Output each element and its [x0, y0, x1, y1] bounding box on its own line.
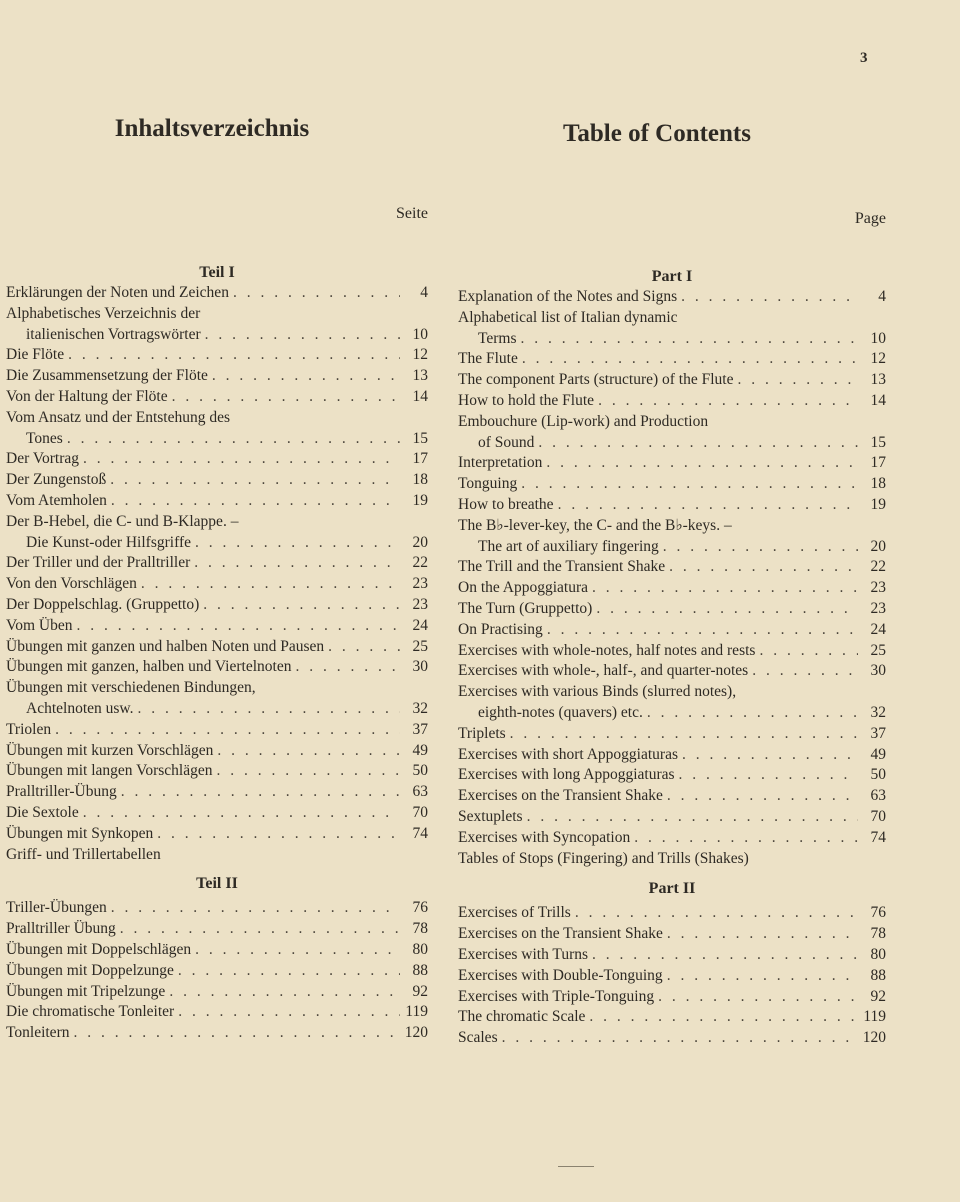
dot-leader: [328, 637, 400, 658]
dot-leader: [667, 786, 858, 807]
toc-entry-title: Der Triller und der Pralltriller: [6, 554, 191, 572]
toc-entry-title: The Trill and the Transient Shake: [458, 558, 666, 576]
toc-entry: [6, 429, 428, 450]
toc-entry: [6, 961, 428, 982]
toc-entry-page: 22: [870, 558, 886, 576]
dot-leader: [521, 329, 858, 350]
toc-entry: [6, 699, 428, 720]
toc-entry-page: 4: [878, 288, 886, 305]
toc-entry-page: 15: [412, 429, 428, 447]
toc-entry: [6, 1002, 428, 1023]
dot-leader: [752, 661, 858, 682]
toc-entry: [458, 308, 886, 329]
german-part2-heading: Teil II: [196, 875, 238, 893]
toc-entry-title: Exercises with whole-, half-, and quarter-notes: [458, 662, 749, 680]
dot-leader: [172, 387, 400, 408]
toc-entry: [6, 616, 428, 637]
toc-entry-page: 12: [870, 350, 886, 368]
dot-leader: [667, 924, 858, 945]
toc-entry: [458, 849, 886, 870]
dot-leader: [538, 433, 858, 454]
dot-leader: [55, 720, 400, 741]
german-part1-heading: Teil I: [199, 264, 235, 281]
toc-entry-title: Exercises with Triple-Tonguing: [458, 987, 655, 1005]
toc-entry: [458, 433, 886, 454]
toc-entry-title: Exercises of Trills: [458, 904, 571, 922]
dot-leader: [73, 1023, 400, 1044]
toc-entry-title: Die Kunst-oder Hilfsgriffe: [26, 533, 192, 551]
toc-entry-page: 80: [412, 940, 428, 958]
toc-entry-title: Der Zungenstoß: [6, 471, 107, 489]
toc-entry-page: 74: [412, 824, 428, 842]
toc-entry-page: 22: [412, 554, 428, 572]
toc-entry-title: Exercises with whole-notes, half notes and rests: [458, 641, 756, 659]
toc-entry: [6, 720, 428, 741]
toc-entry-page: 76: [870, 904, 886, 922]
english-part1-list: [458, 287, 886, 869]
page-number: 3: [860, 50, 868, 66]
toc-entry-page: 14: [870, 391, 886, 409]
toc-entry-page: 120: [862, 1029, 886, 1047]
dot-leader: [121, 782, 400, 803]
toc-entry-page: 92: [412, 982, 428, 1000]
toc-entry-title: Der Vortrag: [6, 450, 80, 468]
toc-entry-title: Vom Ansatz und der Entstehung des: [6, 408, 231, 426]
toc-entry-page: 63: [870, 787, 886, 805]
toc-entry-page: 88: [412, 961, 428, 979]
toc-entry-title: Die Sextole: [6, 803, 79, 821]
toc-entry-title: Vom Atemholen: [6, 491, 107, 509]
toc-entry: [458, 703, 886, 724]
dot-leader: [194, 553, 400, 574]
toc-entry-title: On the Appoggiatura: [458, 579, 589, 597]
toc-entry-title: Triplets: [458, 724, 506, 742]
toc-entry-page: 25: [870, 641, 886, 659]
toc-entry-page: 120: [404, 1024, 428, 1042]
toc-entry-title: Exercises with Syncopation: [458, 828, 631, 846]
toc-entry-page: 10: [870, 329, 886, 347]
toc-entry-title: The component Parts (structure) of the Flute: [458, 371, 734, 389]
toc-entry: [458, 987, 886, 1008]
toc-entry-title: Explanation of the Notes and Signs: [458, 288, 678, 305]
toc-entry-page: 37: [870, 724, 886, 742]
dot-leader: [502, 1028, 858, 1049]
toc-entry-page: 19: [412, 491, 428, 509]
toc-entry-page: 20: [412, 533, 428, 551]
dot-leader: [178, 1002, 400, 1023]
dot-leader: [137, 699, 400, 720]
toc-entry-title: Embouchure (Lip-work) and Production: [458, 412, 709, 430]
dot-leader: [111, 898, 400, 919]
toc-entry: [6, 512, 428, 533]
toc-entry-page: 24: [412, 616, 428, 634]
toc-entry: [458, 474, 886, 495]
toc-entry-page: 74: [870, 828, 886, 846]
dot-leader: [647, 703, 858, 724]
toc-entry: [6, 345, 428, 366]
toc-entry: [458, 661, 886, 682]
dot-leader: [120, 919, 400, 940]
dot-leader: [546, 453, 858, 474]
toc-entry: [458, 495, 886, 516]
toc-entry: [458, 370, 886, 391]
dot-leader: [682, 745, 858, 766]
toc-entry-title: Pralltriller Übung: [6, 920, 116, 938]
toc-entry: [458, 945, 886, 966]
english-title: Table of Contents: [563, 120, 751, 147]
toc-entry-page: 25: [412, 637, 428, 655]
toc-entry: [6, 366, 428, 387]
toc-entry: [458, 537, 886, 558]
english-part2-list: [458, 903, 886, 1049]
toc-entry: [458, 578, 886, 599]
german-contents-column: [6, 115, 428, 1044]
dot-leader: [681, 287, 858, 308]
toc-entry-title: How to breathe: [458, 495, 554, 513]
dot-leader: [76, 616, 400, 637]
toc-entry-page: 10: [412, 325, 428, 343]
toc-entry: [6, 491, 428, 512]
toc-entry-page: 80: [870, 945, 886, 963]
toc-entry: [458, 412, 886, 433]
toc-entry: [458, 329, 886, 350]
toc-entry-page: 119: [863, 1008, 886, 1026]
toc-entry-page: 19: [870, 495, 886, 513]
toc-entry: [458, 557, 886, 578]
dot-leader: [598, 391, 858, 412]
dot-leader: [596, 599, 858, 620]
toc-entry: [6, 325, 428, 346]
toc-entry: [6, 741, 428, 762]
toc-entry: [6, 982, 428, 1003]
toc-entry-title: Exercises with short Appoggiaturas: [458, 745, 678, 763]
english-part2-heading: Part II: [648, 880, 696, 898]
toc-entry-title: On Practising: [458, 620, 543, 638]
dot-leader: [522, 349, 858, 370]
dot-leader: [521, 474, 858, 495]
toc-entry-title: Tonleitern: [6, 1024, 70, 1042]
toc-entry-title: The chromatic Scale: [458, 1008, 586, 1026]
toc-entry: [458, 903, 886, 924]
toc-entry-title: Terms: [478, 329, 517, 347]
toc-entry-page: 14: [412, 387, 428, 405]
toc-entry: [458, 924, 886, 945]
toc-entry: [458, 1007, 886, 1028]
toc-entry-page: 49: [870, 745, 886, 763]
toc-entry-title: Griff- und Trillertabellen: [6, 845, 161, 863]
dot-leader: [592, 578, 858, 599]
german-page-label: Seite: [396, 205, 428, 222]
german-title: Inhaltsverzeichnis: [114, 115, 310, 142]
toc-entry: [458, 641, 886, 662]
toc-entry-title: Die chromatische Tonleiter: [6, 1003, 175, 1021]
toc-entry-title: Tonguing: [458, 475, 518, 493]
dot-leader: [67, 429, 400, 450]
toc-entry: [6, 637, 428, 658]
toc-entry: [6, 898, 428, 919]
toc-entry-page: 92: [870, 987, 886, 1005]
toc-entry: [6, 574, 428, 595]
toc-entry-title: Alphabetical list of Italian dynamic: [458, 308, 678, 326]
dot-leader: [558, 495, 858, 516]
toc-entry-page: 4: [420, 284, 428, 301]
dot-leader: [195, 533, 400, 554]
toc-entry-title: Exercises with Double-Tonguing: [458, 966, 663, 984]
toc-entry: [458, 349, 886, 370]
dot-leader: [205, 325, 400, 346]
toc-entry-page: 20: [870, 537, 886, 555]
dot-leader: [679, 765, 858, 786]
toc-entry-page: 23: [412, 575, 428, 593]
toc-entry-title: Die Zusammensetzung der Flöte: [6, 367, 208, 385]
toc-entry-title: Triolen: [6, 720, 52, 738]
german-part2-list: [6, 898, 428, 1044]
toc-entry-page: 17: [412, 450, 428, 468]
english-contents-column: [458, 120, 886, 1049]
toc-entry: [6, 782, 428, 803]
footer-rule: [558, 1166, 594, 1167]
toc-entry-title: Alphabetisches Verzeichnis der: [6, 304, 201, 322]
toc-entry-title: Pralltriller-Übung: [6, 783, 117, 801]
toc-entry: [6, 678, 428, 699]
toc-entry: [6, 761, 428, 782]
toc-entry-title: Übungen mit langen Vorschlägen: [6, 762, 213, 780]
dot-leader: [111, 491, 400, 512]
toc-entry-title: Sextuplets: [458, 807, 523, 825]
toc-entry: [6, 824, 428, 845]
toc-entry-title: italienischen Vortragswörter: [26, 325, 201, 343]
dot-leader: [658, 987, 858, 1008]
toc-entry: [458, 287, 886, 308]
toc-entry-title: Tones: [26, 429, 63, 447]
dot-leader: [195, 940, 400, 961]
toc-entry-page: 23: [412, 595, 428, 613]
toc-entry: [6, 919, 428, 940]
toc-entry-page: 30: [412, 658, 428, 676]
dot-leader: [217, 741, 400, 762]
toc-entry-title: Übungen mit Doppelzunge: [6, 961, 174, 979]
toc-entry-title: Erklärungen der Noten und Zeichen: [6, 284, 229, 301]
dot-leader: [575, 903, 858, 924]
toc-entry-title: Achtelnoten usw.: [26, 699, 134, 717]
dot-leader: [634, 828, 858, 849]
toc-entry: [6, 803, 428, 824]
toc-entry: [458, 682, 886, 703]
toc-entry-page: 78: [412, 920, 428, 938]
dot-leader: [178, 961, 400, 982]
toc-entry: [458, 786, 886, 807]
toc-entry-title: Vom Üben: [6, 616, 73, 634]
toc-entry: [6, 283, 428, 304]
toc-entry-title: Exercises with Turns: [458, 945, 589, 963]
toc-entry-page: 70: [870, 807, 886, 825]
toc-entry-title: Übungen mit Synkopen: [6, 824, 154, 842]
toc-entry-page: 88: [870, 966, 886, 984]
dot-leader: [203, 595, 400, 616]
toc-entry: [458, 966, 886, 987]
toc-entry-title: eighth-notes (quavers) etc.: [478, 703, 643, 721]
dot-leader: [233, 283, 400, 304]
toc-entry-title: Von den Vorschlägen: [6, 575, 137, 593]
toc-entry: [6, 387, 428, 408]
toc-entry: [6, 470, 428, 491]
dot-leader: [110, 470, 400, 491]
toc-entry-title: Von der Haltung der Flöte: [6, 387, 168, 405]
toc-entry-title: Exercises on the Transient Shake: [458, 787, 663, 805]
dot-leader: [589, 1007, 858, 1028]
toc-entry-title: The B♭-lever-key, the C- and the B♭-keys. –: [458, 516, 732, 534]
toc-entry: [6, 595, 428, 616]
toc-entry-page: 32: [412, 699, 428, 717]
toc-entry: [458, 1028, 886, 1049]
toc-entry-title: Übungen mit Doppelschlägen: [6, 940, 192, 958]
toc-entry-page: 15: [870, 433, 886, 451]
toc-entry: [458, 391, 886, 412]
dot-leader: [212, 366, 400, 387]
toc-entry-page: 50: [412, 762, 428, 780]
toc-entry: [6, 1023, 428, 1044]
dot-leader: [510, 724, 858, 745]
toc-entry-page: 23: [870, 599, 886, 617]
toc-entry-page: 12: [412, 346, 428, 364]
toc-entry-title: The Turn (Gruppetto): [458, 599, 593, 617]
toc-entry-title: How to hold the Flute: [458, 391, 595, 409]
toc-entry: [458, 453, 886, 474]
toc-entry: [6, 449, 428, 470]
toc-entry: [458, 745, 886, 766]
toc-entry-page: 30: [870, 662, 886, 680]
toc-entry: [6, 533, 428, 554]
toc-entry-title: Übungen mit Tripelzunge: [6, 982, 166, 1000]
dot-leader: [759, 641, 858, 662]
toc-entry: [458, 765, 886, 786]
toc-entry-page: 49: [412, 741, 428, 759]
toc-entry: [6, 408, 428, 429]
toc-entry-page: 50: [870, 766, 886, 784]
toc-entry-title: Übungen mit ganzen, halben und Viertelnoten: [6, 658, 292, 676]
dot-leader: [667, 966, 858, 987]
dot-leader: [669, 557, 858, 578]
dot-leader: [68, 345, 400, 366]
toc-entry-title: Exercises with long Appoggiaturas: [458, 766, 675, 784]
toc-entry-page: 70: [412, 803, 428, 821]
dot-leader: [141, 574, 400, 595]
german-part1-list: [6, 283, 428, 865]
toc-entry-page: 18: [412, 471, 428, 489]
dot-leader: [737, 370, 858, 391]
dot-leader: [592, 945, 858, 966]
toc-entry: [6, 553, 428, 574]
toc-entry-title: Der B-Hebel, die C- und B-Klappe. –: [6, 512, 239, 530]
dot-leader: [169, 982, 400, 1003]
toc-entry-title: Scales: [458, 1029, 498, 1047]
dot-leader: [527, 807, 858, 828]
toc-entry-page: 119: [405, 1003, 428, 1021]
toc-entry-page: 78: [870, 925, 886, 943]
english-part1-heading: Part I: [651, 268, 693, 285]
toc-entry-title: Interpretation: [458, 454, 543, 472]
toc-entry: [458, 807, 886, 828]
toc-entry-title: Exercises on the Transient Shake: [458, 925, 663, 943]
toc-entry-page: 63: [412, 783, 428, 801]
toc-entry-page: 18: [870, 475, 886, 493]
toc-entry-page: 24: [870, 620, 886, 638]
toc-entry: [6, 940, 428, 961]
toc-entry: [458, 828, 886, 849]
dot-leader: [83, 449, 400, 470]
toc-entry-title: Exercises with various Binds (slurred notes),: [458, 683, 737, 701]
toc-entry: [458, 516, 886, 537]
dot-leader: [295, 657, 400, 678]
toc-entry-page: 13: [412, 367, 428, 385]
toc-entry-title: of Sound: [478, 433, 535, 451]
toc-entry-page: 37: [412, 720, 428, 738]
toc-entry: [458, 620, 886, 641]
dot-leader: [663, 537, 858, 558]
toc-entry-page: 32: [870, 703, 886, 721]
toc-entry-title: The art of auxiliary fingering: [478, 537, 659, 555]
toc-entry-title: Der Doppelschlag. (Gruppetto): [6, 595, 200, 613]
toc-entry: [458, 599, 886, 620]
toc-entry-title: Übungen mit kurzen Vorschlägen: [6, 741, 214, 759]
toc-entry: [6, 845, 428, 866]
toc-entry-page: 23: [870, 579, 886, 597]
english-page-label: Page: [854, 210, 886, 227]
toc-entry-title: The Flute: [458, 350, 518, 368]
toc-entry-title: Übungen mit verschiedenen Bindungen,: [6, 679, 256, 697]
toc-entry: [458, 724, 886, 745]
dot-leader: [547, 620, 858, 641]
dot-leader: [83, 803, 400, 824]
toc-entry-page: 17: [870, 454, 886, 472]
toc-entry-title: Die Flöte: [6, 346, 65, 364]
toc-entry-page: 76: [412, 899, 428, 917]
toc-entry-title: Übungen mit ganzen und halben Noten und Pausen: [6, 637, 325, 655]
toc-entry-title: Tables of Stops (Fingering) and Trills (Shakes): [458, 849, 749, 867]
toc-entry-title: Triller-Übungen: [6, 899, 107, 917]
dot-leader: [217, 761, 401, 782]
toc-entry: [6, 657, 428, 678]
toc-entry: [6, 304, 428, 325]
toc-entry-page: 13: [870, 371, 886, 389]
dot-leader: [157, 824, 400, 845]
